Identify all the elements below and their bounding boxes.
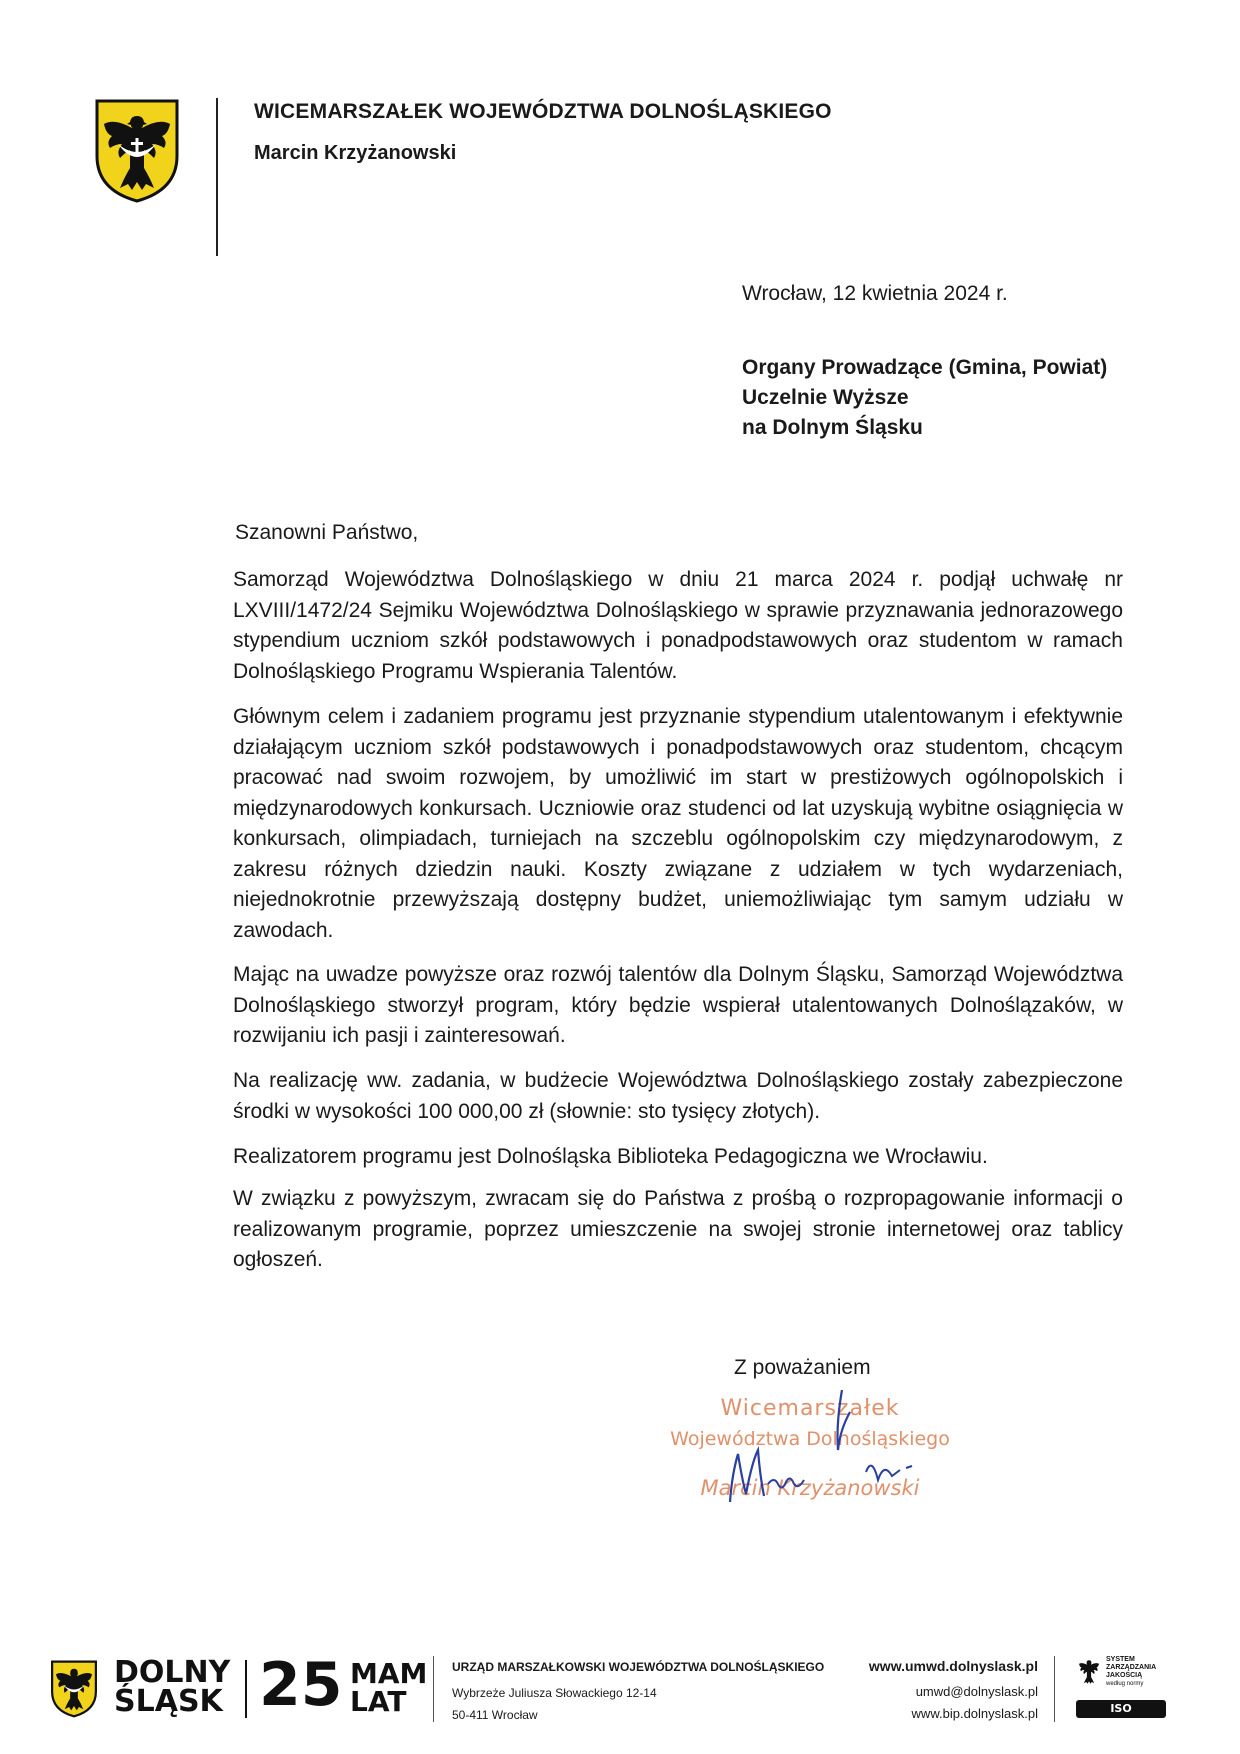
- office-city: 50-411 Wrocław: [452, 1708, 538, 1722]
- iso-caption-line: SYSTEM: [1106, 1656, 1135, 1663]
- header-divider: [216, 98, 218, 256]
- iso-caption-line: według normy: [1106, 1681, 1144, 1687]
- addressee-line: Uczelnie Wyższe: [742, 386, 909, 409]
- email-link[interactable]: umwd@dolnyslask.pl: [915, 1684, 1038, 1699]
- coat-of-arms-icon: [1076, 1656, 1102, 1688]
- website-link[interactable]: www.umwd.dolnyslask.pl: [868, 1658, 1038, 1674]
- iso-caption: [1106, 1656, 1156, 1688]
- anniversary-line: MAM: [350, 1657, 428, 1690]
- brand-name: [114, 1655, 231, 1719]
- addressee-line: na Dolnym Śląsku: [742, 416, 923, 439]
- footer-divider: [433, 1656, 434, 1722]
- iso-caption-line: JAKOŚCIĄ: [1106, 1672, 1143, 1679]
- iso-standard-label: ISO 9001:2015: [1076, 1700, 1166, 1718]
- anniversary-line: LAT: [350, 1685, 407, 1718]
- iso-caption-line: ZARZĄDZANIA: [1106, 1664, 1157, 1671]
- anniversary-number: 25: [259, 1650, 343, 1720]
- letter-date: Wrocław, 12 kwietnia 2024 r.: [742, 282, 1008, 305]
- office-street: Wybrzeże Juliusza Słowackiego 12-14: [452, 1686, 657, 1700]
- stamp-title: Wicemarszałek: [720, 1396, 900, 1421]
- brand-name-line: ŚLĄSK: [114, 1684, 223, 1719]
- iso-certification-badge: [1074, 1654, 1170, 1733]
- office-name: URZĄD MARSZAŁKOWSKI WOJEWÓDZTWA DOLNOŚLĄSKIEGO: [452, 1660, 825, 1674]
- bip-link[interactable]: www.bip.dolnyslask.pl: [911, 1706, 1038, 1721]
- brand-divider: [245, 1660, 247, 1718]
- body-paragraph: Głównym celem i zadaniem programu jest przyznanie stypendium utalentowanym i efektywnie działającym uczniom szkół podstawowych i ponadpodstawowych oraz studentom, chcącym pracować nad swoim rozwojem, by umożliwić im start w prestiżowych ogólnopolskich i międzynarodowych konkursach. Uczniowie oraz studenci od lat uzyskują wybitne osiągnięcia w konkursach, olimpiadach, turniejach na szczeblu ogólnopolskim czy międzynarodowym, z zakresu różnych dziedzin nauki. Koszty związane z udziałem w tych wydarzeniach, niejednokrotnie przewyższają dostępny budżet, uniemożliwiając tym samym udziału w zawodach.: [233, 705, 1123, 942]
- closing-phrase: Z poważaniem: [734, 1356, 871, 1379]
- body-paragraph: Na realizację ww. zadania, w budżecie Województwa Dolnośląskiego zostały zabezpieczone środki w wysokości 100 000,00 zł (słownie: sto tysięcy złotych).: [233, 1069, 1123, 1123]
- stamp-name: Marcin Krzyżanowski: [700, 1476, 920, 1500]
- coat-of-arms-icon: [94, 98, 180, 204]
- brand-name-line: DOLNY: [114, 1655, 231, 1690]
- addressee-line: Organy Prowadzące (Gmina, Powiat): [742, 356, 1108, 379]
- salutation: Szanowni Państwo,: [235, 521, 419, 544]
- body-paragraph: Samorząd Województwa Dolnośląskiego w dniu 21 marca 2024 r. podjął uchwałę nr LXVIII/1472/24 Sejmiku Województwa Dolnośląskiego w sprawie przyznawania jednorazowego stypendium uczniom szkół podstawowych i ponadpodstawowych oraz studentom w ramach Dolnośląskiego Programu Wspierania Talentów.: [233, 568, 1123, 683]
- office-title: WICEMARSZAŁEK WOJEWÓDZTWA DOLNOŚLĄSKIEGO: [254, 100, 832, 123]
- signature-stamp: [660, 1384, 960, 1514]
- stamp-office: Województwa Dolnośląskiego: [670, 1428, 950, 1450]
- body-paragraph: W związku z powyższym, zwracam się do Państwa z prośbą o rozpropagowanie informacji o realizowanym programie, poprzez umieszczenie na swojej stronie internetowej oraz tablicy ogłoszeń.: [233, 1187, 1123, 1271]
- body-paragraph: Mając na uwadze powyższe oraz rozwój talentów dla Dolnym Śląsku, Samorząd Województwa Dolnośląskiego stworzył program, który będzie wspierał utalentowanych Dolnoślązaków, w rozwijaniu ich pasji i zainteresowań.: [233, 963, 1123, 1047]
- handwritten-signature: [660, 1384, 960, 1514]
- footer-divider: [1054, 1656, 1055, 1722]
- anniversary-text: [350, 1657, 428, 1718]
- coat-of-arms-icon: [50, 1660, 98, 1718]
- office-person-name: Marcin Krzyżanowski: [254, 142, 457, 164]
- body-paragraph: Realizatorem programu jest Dolnośląska Biblioteka Pedagogiczna we Wrocławiu.: [233, 1145, 988, 1168]
